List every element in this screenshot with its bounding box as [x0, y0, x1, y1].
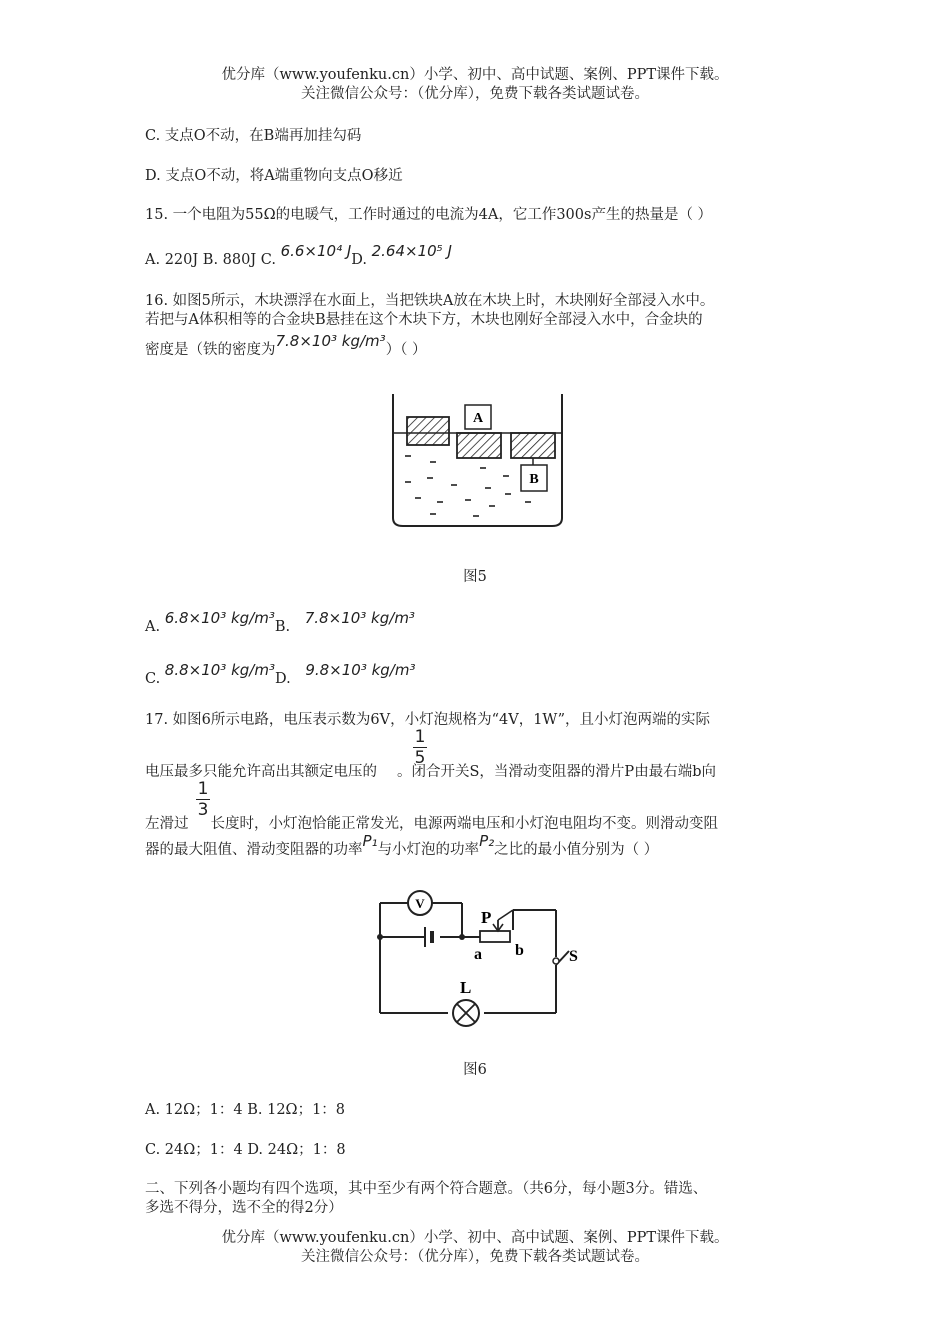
q15-option-c-value: 6.6×10⁴ J — [280, 242, 352, 260]
q17-stem-2-post: 。闭合开关S，当滑动变阻器的滑片P由最右端b向 — [397, 764, 716, 780]
fig5-label-a: A — [472, 411, 484, 426]
symbol-p1: P₁ — [362, 832, 378, 850]
fig6-end-b: b — [515, 942, 524, 959]
q16-stem-3-pre: 密度是（铁的密度为 — [145, 342, 276, 358]
q14-option-d: D. 支点O不动，将A端重物向支点O移近 — [145, 168, 403, 184]
page-header — [0, 66, 950, 104]
figure-6-circuit — [370, 885, 590, 1030]
q16-option-a-label: A. — [145, 619, 161, 635]
figure-6-caption: 图6 — [463, 1062, 487, 1078]
q16-stem-2: 若把与A体积相等的合金块B悬挂在这个木块下方，木块也刚好全部浸入水中，合金块的 — [145, 312, 703, 328]
fraction-numerator: 1 — [197, 779, 209, 799]
page-footer — [0, 1229, 950, 1267]
q16-option-c-value: 8.8×10³ kg/m³ — [164, 661, 275, 679]
q16-option-c-label: C. — [145, 671, 161, 687]
fig6-voltmeter-label: V — [415, 896, 425, 911]
q17-stem-4-a: 器的最大阻值、滑动变阻器的功率 — [145, 842, 363, 858]
q15-option-d-value: 2.64×10⁵ J — [371, 242, 452, 260]
section-2-instruction-1: 二、下列各小题均有四个选项，其中至少有两个符合题意。（共6分，每小题3分。错选、 — [145, 1181, 708, 1197]
q17-stem-4-b: 与小灯泡的功率 — [377, 842, 480, 858]
fraction-denominator: 3 — [197, 800, 209, 820]
fraction-numerator: 1 — [414, 727, 426, 747]
figure-5-floating-block — [385, 390, 570, 530]
footer-line-2: 关注微信公众号：（优分库），免费下载各类试题试卷。 — [301, 1249, 649, 1265]
q16-stem-1: 16. 如图5所示，木块漂浮在水面上，当把铁块A放在木块上时，木块刚好全部浸入水中。 — [145, 293, 715, 309]
q17-options-cd: C. 24Ω；1：4 D. 24Ω；1：8 — [145, 1142, 346, 1158]
q16-option-b-label: B. — [274, 619, 291, 635]
q17-stem-4-c: 之比的最小值分别为（ ） — [494, 842, 659, 858]
fig5-label-b: B — [529, 472, 539, 487]
q16-options-cd — [145, 661, 416, 687]
symbol-p2: P₂ — [479, 832, 495, 850]
fig6-end-a: a — [474, 946, 482, 963]
q17-stem-1: 17. 如图6所示电路，电压表示数为6V，小灯泡规格为“4V，1W”，且小灯泡两端的实际 — [145, 712, 711, 728]
q15-options-ab: A. 220J B. 880J C. — [145, 252, 276, 268]
header-line-1: 优分库（www.youfenku.cn）小学、初中、高中试题、案例、PPT课件下载。 — [221, 67, 729, 83]
q16-option-d-label: D. — [274, 671, 291, 687]
q15-options — [145, 242, 452, 268]
q17-stem-3-pre: 左滑过 — [145, 816, 189, 832]
q17-stem-2-pre: 电压最多只能允许高出其额定电压的 — [145, 764, 377, 780]
q15-option-d-label: D. — [351, 252, 367, 268]
header-line-2: 关注微信公众号：（优分库），免费下载各类试题试卷。 — [301, 86, 649, 102]
q14-option-c: C. 支点O不动，在B端再加挂勾码 — [145, 128, 362, 144]
q16-stem-3 — [145, 332, 427, 359]
q17-stem-3-post: 长度时，小灯泡恰能正常发光，电源两端电压和小灯泡电阻均不变。则滑动变阻 — [210, 816, 718, 832]
q17-stem-4 — [145, 832, 659, 859]
q17-options-ab: A. 12Ω；1：4 B. 12Ω；1：8 — [145, 1102, 346, 1118]
q16-option-a-value: 6.8×10³ kg/m³ — [164, 609, 275, 627]
q17-stem-2 — [145, 760, 716, 781]
fig6-slider-label: P — [481, 908, 492, 927]
fig6-switch-label: S — [569, 948, 578, 965]
fig6-lamp-label: L — [460, 978, 472, 997]
q15-stem: 15. 一个电阻为55Ω的电暖气，工作时通过的电流为4A，它工作300s产生的热量是（ ） — [145, 207, 713, 223]
q17-stem-3 — [145, 812, 718, 833]
q16-option-d-value: 9.8×10³ kg/m³ — [305, 661, 416, 679]
section-2-instruction-2: 多选不得分，选不全的得2分） — [145, 1200, 343, 1216]
q16-stem-3-post: ）（ ） — [385, 342, 427, 358]
q16-options-ab — [145, 609, 415, 635]
footer-line-1: 优分库（www.youfenku.cn）小学、初中、高中试题、案例、PPT课件下载。 — [221, 1230, 729, 1246]
fraction-denominator: 5 — [414, 748, 426, 768]
iron-density-value: 7.8×10³ kg/m³ — [275, 332, 386, 350]
q16-option-b-value: 7.8×10³ kg/m³ — [304, 609, 415, 627]
figure-5-caption: 图5 — [463, 569, 487, 585]
